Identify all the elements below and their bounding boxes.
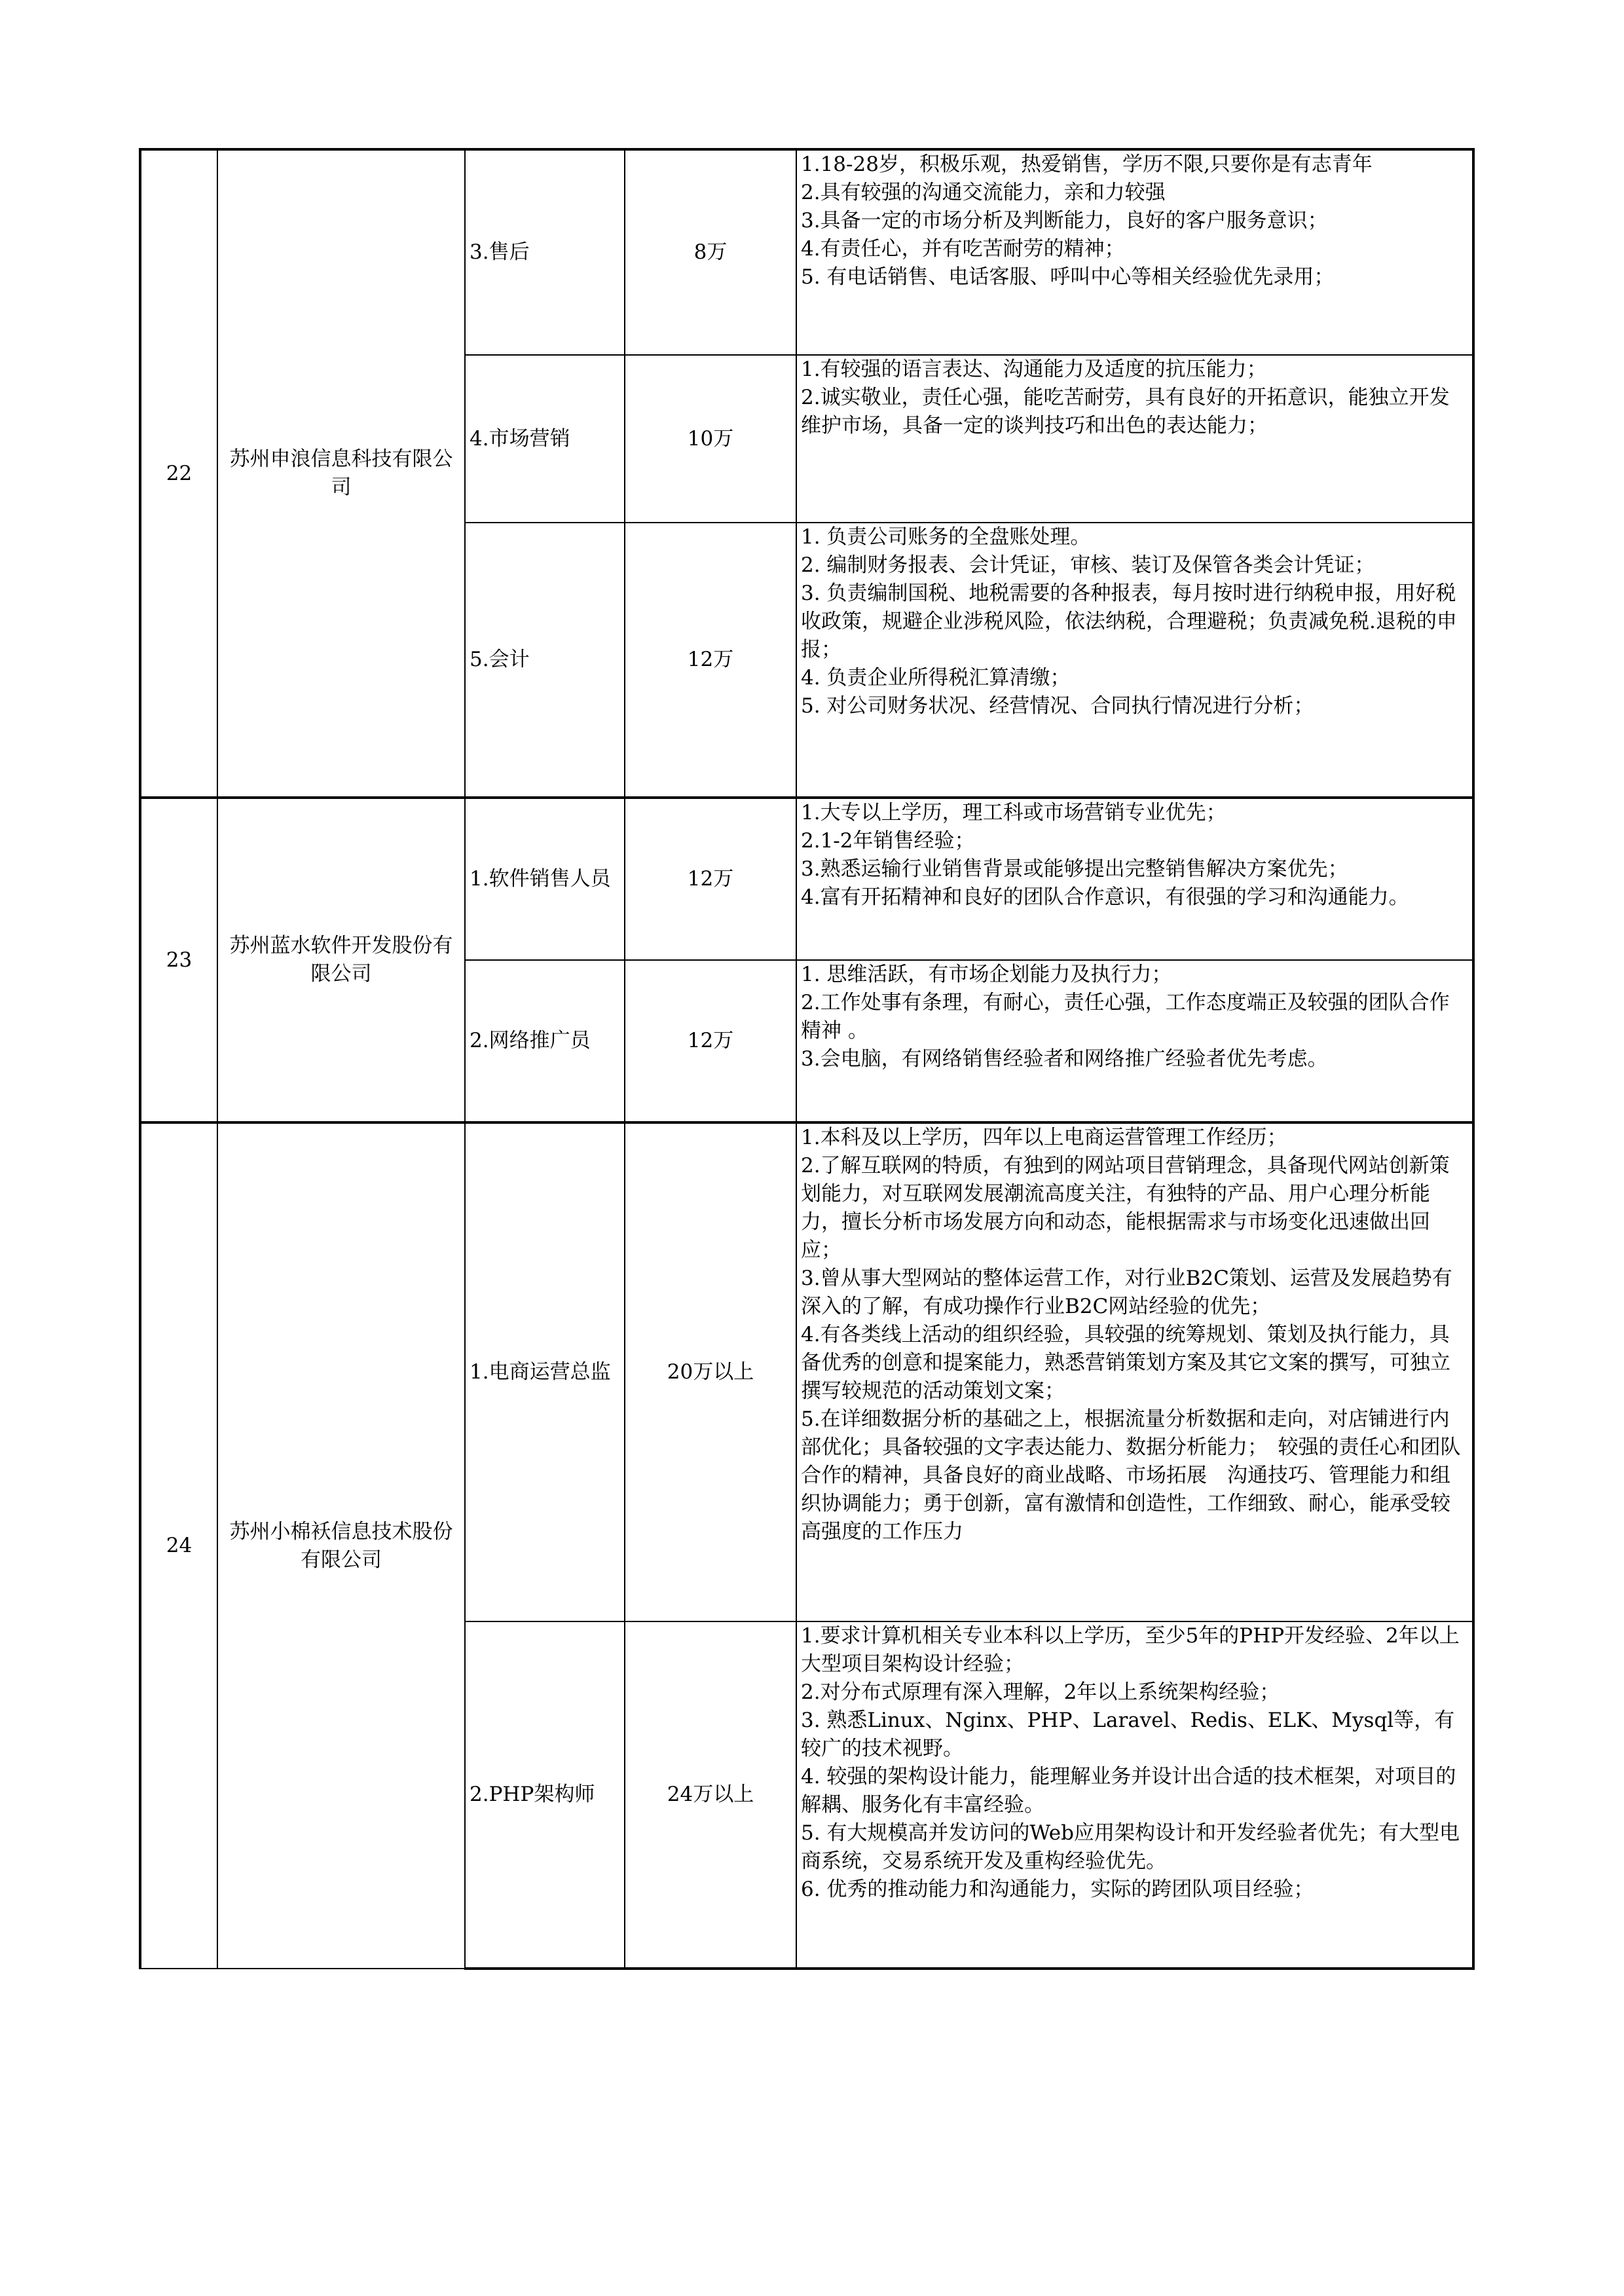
position-title: 2.网络推广员 xyxy=(465,960,625,1122)
requirement-item: 2.对分布式原理有深入理解，2年以上系统架构经验； xyxy=(801,1680,1280,1704)
requirement-item: 2.1-2年销售经验； xyxy=(801,829,975,853)
requirement-item: 4.有各类线上活动的组织经验，具较强的统筹规划、策划及执行能力，具备优秀的创意和提案能力，熟悉营销策划方案及其它文案的撰写，可独立撰写较规范的活动策划文案； xyxy=(801,1323,1450,1403)
requirement-item: 1. 思维活跃，有市场企划能力及执行力； xyxy=(801,963,1172,986)
table-row xyxy=(140,798,1473,960)
requirement-item: 2.工作处事有条理，有耐心，责任心强，工作态度端正及较强的团队合作精神 。 xyxy=(801,991,1450,1043)
company-name: 苏州申浪信息科技有限公司 xyxy=(217,149,465,798)
requirements xyxy=(796,355,1473,523)
requirement-item: 5.在详细数据分析的基础之上，根据流量分析数据和走向，对店铺进行内部优化；具备较强的文字表达能力、数据分析能力； 较强的责任心和团队合作的精神，具备良好的商业战略、市场拓展 沟通技巧、管理能力和组织协调能力；勇于创新，富有激情和创造性，工作细致、耐心，能承受较高强度的工作压力 xyxy=(801,1407,1461,1544)
position-title: 1.电商运营总监 xyxy=(465,1122,625,1621)
requirements xyxy=(796,1621,1473,1969)
requirement-item: 1.本科及以上学历，四年以上电商运营管理工作经历； xyxy=(801,1126,1287,1149)
table-row xyxy=(140,1122,1473,1621)
salary: 24万以上 xyxy=(625,1621,796,1969)
requirement-item: 4.富有开拓精神和良好的团队合作意识，有很强的学习和沟通能力。 xyxy=(801,885,1409,909)
requirement-item: 2.了解互联网的特质，有独到的网站项目营销理念，具备现代网站创新策划能力，对互联网发展潮流高度关注，有独特的产品、用户心理分析能力，擅长分析市场发展方向和动态，能根据需求与市场变化迅速做出回应； xyxy=(801,1154,1450,1262)
requirement-item: 3. 负责编制国税、地税需要的各种报表，每月按时进行纳税申报，用好税收政策，规避企业涉税风险，依法纳税，合理避税；负责减免税.退税的申报； xyxy=(801,582,1457,661)
row-number: 22 xyxy=(140,149,217,798)
requirement-item: 4. 负责企业所得税汇算清缴； xyxy=(801,666,1071,690)
requirement-item: 6. 优秀的推动能力和沟通能力，实际的跨团队项目经验； xyxy=(801,1878,1314,1901)
requirement-item: 1.有较强的语言表达、沟通能力及适度的抗压能力； xyxy=(801,358,1267,381)
requirement-item: 3.曾从事大型网站的整体运营工作，对行业B2C策划、运营及发展趋势有深入的了解，有成功操作行业B2C网站经验的优先； xyxy=(801,1267,1452,1318)
position-title: 3.售后 xyxy=(465,149,625,355)
salary: 12万 xyxy=(625,798,796,960)
requirement-item: 5. 有电话销售、电话客服、呼叫中心等相关经验优先录用； xyxy=(801,265,1335,289)
position-title: 1.软件销售人员 xyxy=(465,798,625,960)
requirement-item: 1.要求计算机相关专业本科以上学历，至少5年的PHP开发经验、2年以上大型项目架构设计经验； xyxy=(801,1624,1460,1676)
requirement-item: 3.具备一定的市场分析及判断能力，良好的客户服务意识； xyxy=(801,209,1328,232)
position-title: 4.市场营销 xyxy=(465,355,625,523)
requirement-item: 5. 对公司财务状况、经营情况、合同执行情况进行分析； xyxy=(801,694,1314,718)
requirement-item: 2.诚实敬业，责任心强，能吃苦耐劳，具有良好的开拓意识，能独立开发维护市场，具备一定的谈判技巧和出色的表达能力； xyxy=(801,386,1450,437)
salary: 12万 xyxy=(625,523,796,798)
requirement-item: 1.18-28岁，积极乐观，热爱销售，学历不限,只要你是有志青年 xyxy=(801,153,1373,176)
row-number: 24 xyxy=(140,1122,217,1969)
requirements xyxy=(796,960,1473,1122)
requirements xyxy=(796,798,1473,960)
requirements xyxy=(796,523,1473,798)
requirement-item: 3. 熟悉Linux、Nginx、PHP、Laravel、Redis、ELK、Mysql等，有较广的技术视野。 xyxy=(801,1709,1455,1760)
requirement-item: 4. 较强的架构设计能力，能理解业务并设计出合适的技术框架，对项目的解耦、服务化有丰富经验。 xyxy=(801,1765,1456,1817)
row-number: 23 xyxy=(140,798,217,1122)
salary: 20万以上 xyxy=(625,1122,796,1621)
requirements xyxy=(796,1122,1473,1621)
salary: 8万 xyxy=(625,149,796,355)
requirement-item: 3.会电脑，有网络销售经验者和网络推广经验者优先考虑。 xyxy=(801,1047,1328,1071)
position-title: 5.会计 xyxy=(465,523,625,798)
requirement-item: 2. 编制财务报表、会计凭证，审核、装订及保管各类会计凭证； xyxy=(801,553,1375,577)
salary: 12万 xyxy=(625,960,796,1122)
requirement-item: 2.具有较强的沟通交流能力，亲和力较强 xyxy=(801,181,1166,204)
requirement-item: 1. 负责公司账务的全盘账处理。 xyxy=(801,525,1091,549)
requirements xyxy=(796,149,1473,355)
requirement-item: 5. 有大规模高并发访问的Web应用架构设计和开发经验者优先；有大型电商系统，交易系统开发及重构经验优先。 xyxy=(801,1821,1460,1873)
requirement-item: 3.熟悉运输行业销售背景或能够提出完整销售解决方案优先； xyxy=(801,857,1348,881)
salary: 10万 xyxy=(625,355,796,523)
requirement-item: 1.大专以上学历，理工科或市场营销专业优先； xyxy=(801,801,1227,824)
requirement-item: 4.有责任心，并有吃苦耐劳的精神； xyxy=(801,237,1125,261)
position-title: 2.PHP架构师 xyxy=(465,1621,625,1969)
job-listing-table xyxy=(139,148,1475,1970)
company-name: 苏州小棉袄信息技术股份有限公司 xyxy=(217,1122,465,1969)
table-row xyxy=(140,149,1473,355)
company-name: 苏州蓝水软件开发股份有限公司 xyxy=(217,798,465,1122)
